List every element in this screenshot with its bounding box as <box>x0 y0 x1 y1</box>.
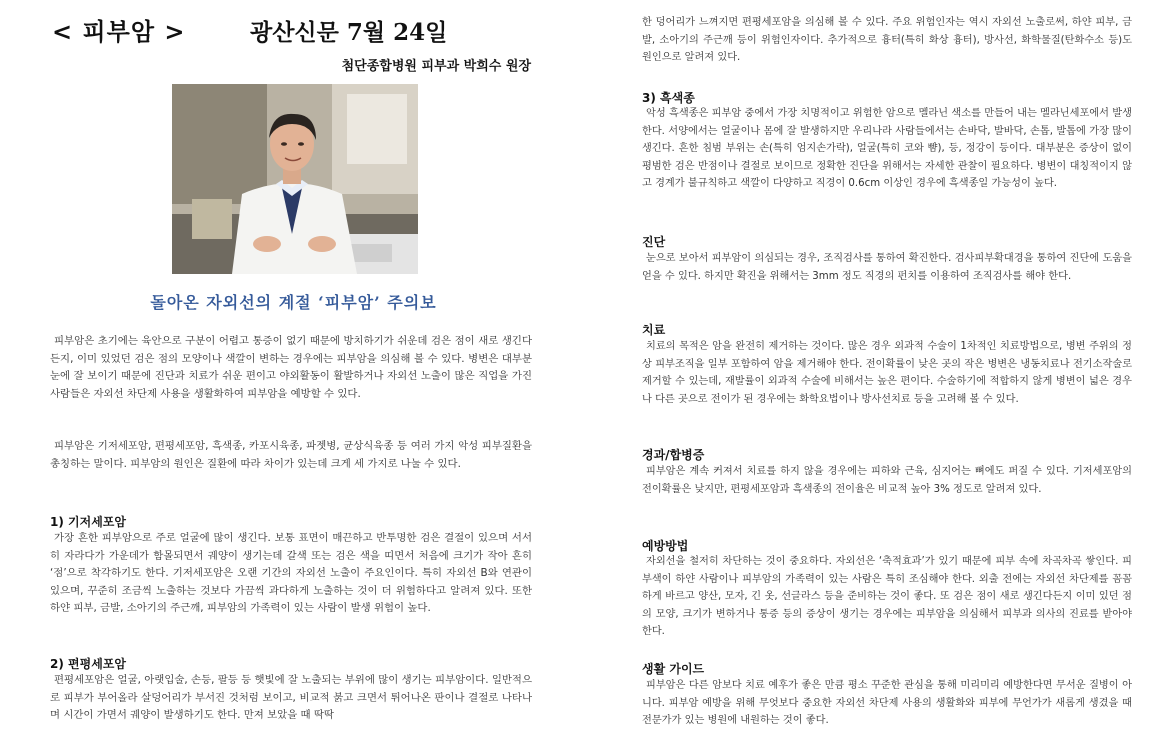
melanoma-text: 악성 흑색종은 피부암 중에서 가장 치명적이고 위험한 암으로 멜라닌 색소를 만들어 내는 멜라닌세포에서 발생한다. 서양에서는 얼굴이나 몸에 잘 발생하지만 우리나라 사람들에서는 손바닥, 발바닥, 손톱, 발톱에 가장 많이 생긴다. 흔한 침범 부위는 손(특히 엄지손가락), 얼굴(특히 코와 뺨), 등, 정강이 등이다. 대부분은 증상이 없이 평범한 검은 반점이나 결절로 보이므로 정확한 진단을 위해서는 자세한 관찰이 필요하다. 병변이 대칭적이지 않고 경계가 불규칙하고 색깔이 다양하고 직경이 0.6cm 이상인 경우에 흑색종일 가능성이 높다. <box>642 108 1132 190</box>
diagnosis-text: 눈으로 보아서 피부암이 의심되는 경우, 조직검사를 통하여 확진한다. 검사피부확대경을 통하여 진단에 도움을 얻을 수 있다. 하지만 확진을 위해서는 3mm 정도 직경의 펀치를 이용하여 조직검사를 해야 한다. <box>642 253 1132 282</box>
scc-title: 2) 편평세포암 <box>50 657 126 671</box>
life-guide-text: 피부암은 다른 암보다 치료 예후가 좋은 만큼 평소 꾸준한 관심을 통해 미리미리 예방한다면 무서운 질병이 아니다. 피부암 예방을 위해 무엇보다 중요한 자외선 차단제 사용의 생활화와 피부에 무언가가 새롭게 생겼을 때 전문가가 있는 병원에 내원하는 것이 좋다. <box>642 680 1132 727</box>
treatment-text: 치료의 목적은 암을 완전히 제거하는 것이다. 많은 경우 외과적 수술이 1차적인 치료방법으로, 병변 주위의 정상 피부조직을 일부 포함하여 암을 제거해야 한다. 전이확률이 낮은 곳의 작은 병변은 냉동치료나 전기소작술로 제거할 수 있는데, 재발률이 외과적 수술에 비해서는 높은 편이다. 수술하기에 적합하지 않게 병변이 넓은 경우나 다른 곳으로 전이가 된 경우에는 화학요법이나 방사선치료 등을 고려해 볼 수 있다. <box>642 341 1132 405</box>
section-tag: < 피부암 > <box>52 17 186 46</box>
scc-continued-text: 한 덩어리가 느껴지면 편평세포암을 의심해 볼 수 있다. 주요 위험인자는 역시 자외선 노출로써, 하얀 피부, 금발, 소아기의 주근깨 등이 위험인자이다. 추가적으로 흉터(특히 화상 흉터), 방사선, 화학물질(탄화수소 등)도 원인으로 알려져 있다. <box>642 17 1132 64</box>
doctor-photo-illustration <box>172 84 418 274</box>
diagnosis-title: 진단 <box>642 235 666 249</box>
doctor-photo <box>172 84 418 274</box>
intro-paragraph-1: 피부암은 초기에는 육안으로 구분이 어렵고 통증이 없기 때문에 방치하기가 쉬운데 검은 점이 새로 생긴다든지, 이미 있었던 검은 점의 모양이나 색깔이 변하는 경우에는 피부암을 의심해 볼 수 있다. 병변은 대부분 눈에 잘 보이기 때문에 진단과 치료가 쉬운 편이고 야외활동이 활발하거나 자외선 노출이 많은 직업을 가진 사람들은 자외선 차단제 사용을 생활화하여 피부암을 예방할 수 있다. <box>50 335 532 400</box>
treatment-title: 치료 <box>642 323 666 337</box>
course-title: 경과/합병증 <box>642 448 705 462</box>
right-column <box>587 0 1174 737</box>
scc-text: 편평세포암은 얼굴, 아랫입술, 손등, 팔등 등 햇빛에 잘 노출되는 부위에 많이 생기는 피부암이다. 일반적으로 피부가 부어올라 살덩어리가 부서진 것처럼 보이고, 비교적 붉고 크면서 튀어나온 판이나 결절로 나타나며 시간이 가면서 궤양이 발생하기도 한다. 만져 보았을 때 딱딱 <box>50 674 532 722</box>
melanoma-title: 3) 흑색종 <box>642 91 695 105</box>
course-text: 피부암은 계속 커져서 치료를 하지 않을 경우에는 피하와 근육, 심지어는 뼈에도 퍼질 수 있다. 기저세포암의 전이확률은 낮지만, 편평세포암과 흑색종의 전이율은 비교적 높아 3% 정도로 알려져 있다. <box>642 466 1132 495</box>
paper-title: 광산신문 7월 24일 <box>250 19 448 46</box>
prevention-title: 예방방법 <box>642 539 689 553</box>
life-guide-title: 생활 가이드 <box>642 662 705 676</box>
intro-paragraph-2: 피부암은 기저세포암, 편평세포암, 흑색종, 카포시육종, 파젯병, 균상식육종 등 여러 가지 악성 피부질환을 총칭하는 말이다. 피부암의 원인은 질환에 따라 차이가 있는데 크게 세 가지로 나눌 수 있다. <box>50 440 532 470</box>
bcc-text: 가장 흔한 피부암으로 주로 얼굴에 많이 생긴다. 보통 표면이 매끈하고 반투명한 검은 결절이 있으며 서서히 자라다가 가운데가 함몰되면서 궤양이 생기는데 갈색 또는 검은 색을 띠면서 처음에 크기가 작아 흔히 ‘점’으로 착각하기도 한다. 기저세포암은 오랜 기간의 자외선 노출이 주요인이다. 특히 자외선 B와 연관이 있으며, 꾸준히 조금씩 노출하는 것보다 가끔씩 과다하게 노출하는 것이 더 위험하다고 알려져 있다. 또한 하얀 피부, 금발, 소아기의 주근깨, 피부암의 가족력이 있는 사람이 발생 위험이 높다. <box>50 532 532 615</box>
bcc-title: 1) 기저세포암 <box>50 515 126 529</box>
prevention-text: 자외선을 철저히 차단하는 것이 중요하다. 자외선은 ‘축적효과’가 있기 때문에 피부 속에 차곡차곡 쌓인다. 피부색이 하얀 사람이나 피부암의 가족력이 있는 사람은 특히 조심해야 한다. 외출 전에는 자외선 차단제를 꼼꼼하게 바르고 양산, 모자, 긴 옷, 선글라스 등을 준비하는 것이 좋다. 또 검은 점이 새로 생긴다든지 이미 있던 점의 모양, 크기가 변하거나 통증 등의 증상이 생기는 경우에는 피부암을 의심해서 피부과 의사의 진료를 받아야 한다. <box>642 556 1132 638</box>
headline: 돌아온 자외선의 계절 ‘피부암’ 주의보 <box>150 293 437 312</box>
byline: 첨단종합병원 피부과 박희수 원장 <box>341 59 531 74</box>
